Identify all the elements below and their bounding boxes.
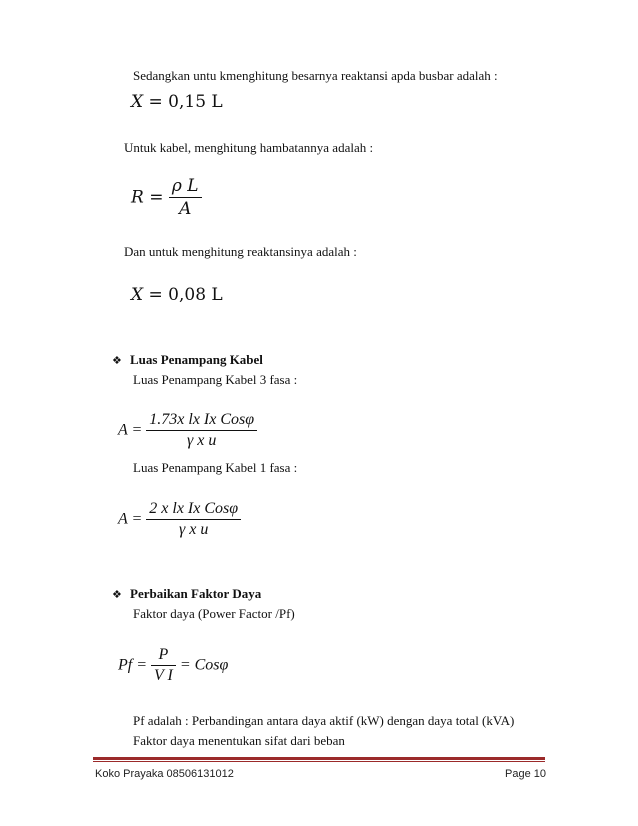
pf-definition: Pf adalah : Perbandingan antara daya aktif (kW) dengan daya total (kVA) bbox=[133, 713, 515, 728]
formula-a-3fasa-denominator: γ x u bbox=[186, 432, 217, 449]
formula-a-3fasa-numerator: 1.73x lx Ix Cosφ bbox=[146, 411, 257, 431]
formula-r-kabel bbox=[131, 176, 202, 219]
formula-a-1fasa-numerator: 2 x lx Ix Cosφ bbox=[146, 500, 241, 520]
diamond-bullet-icon: ❖ bbox=[112, 354, 122, 367]
subheading-3fasa: Luas Penampang Kabel 3 fasa : bbox=[133, 372, 298, 387]
subheading-1fasa: Luas Penampang Kabel 1 fasa : bbox=[133, 460, 298, 475]
footer-rule-thick bbox=[93, 757, 545, 760]
subheading-pf: Faktor daya (Power Factor /Pf) bbox=[133, 606, 295, 621]
section-heading-perbaikan-label: Perbaikan Faktor Daya bbox=[130, 586, 262, 601]
footer-rule-thin bbox=[93, 761, 545, 762]
formula-x-kabel-lhs: X bbox=[131, 285, 144, 305]
formula-x-kabel bbox=[131, 285, 223, 305]
formula-x-kabel-rhs: = 0,08 L bbox=[148, 285, 223, 305]
formula-pf-lhs: Pf = bbox=[118, 656, 148, 674]
formula-x-busbar-lhs: X bbox=[131, 92, 144, 112]
formula-a-3fasa-lhs: A = bbox=[118, 421, 143, 439]
formula-a-1fasa-lhs: A = bbox=[118, 510, 143, 528]
formula-pf-denominator: V I bbox=[154, 667, 173, 684]
formula-r-kabel-lhs: R = bbox=[131, 187, 164, 208]
formula-x-busbar bbox=[131, 92, 223, 112]
formula-pf-rhs: = Cosφ bbox=[179, 656, 229, 674]
formula-a-1fasa bbox=[118, 500, 241, 539]
formula-pf-numerator: P bbox=[151, 646, 176, 666]
formula-pf bbox=[118, 646, 228, 685]
formula-r-kabel-denominator: A bbox=[179, 199, 192, 219]
paragraph-kabel-reaktansi: Dan untuk menghitung reaktansinya adalah : bbox=[124, 244, 357, 259]
paragraph-kabel-hambatan: Untuk kabel, menghitung hambatannya adalah : bbox=[124, 140, 374, 155]
formula-x-busbar-rhs: = 0,15 L bbox=[148, 92, 223, 112]
formula-a-3fasa bbox=[118, 411, 257, 450]
section-heading-perbaikan bbox=[112, 586, 261, 602]
paragraph-reaktansi-busbar: Sedangkan untu kmenghitung besarnya reaktansi apda busbar adalah : bbox=[133, 68, 498, 83]
pf-note: Faktor daya menentukan sifat dari beban bbox=[133, 733, 345, 748]
section-heading-luas-label: Luas Penampang Kabel bbox=[130, 352, 263, 367]
footer-author: Koko Prayaka 08506131012 bbox=[95, 768, 234, 780]
section-heading-luas bbox=[112, 352, 263, 368]
footer-page-number: Page 10 bbox=[505, 768, 546, 780]
formula-r-kabel-numerator: ρ L bbox=[169, 176, 202, 198]
diamond-bullet-icon: ❖ bbox=[112, 588, 122, 601]
formula-a-1fasa-denominator: γ x u bbox=[178, 521, 209, 538]
